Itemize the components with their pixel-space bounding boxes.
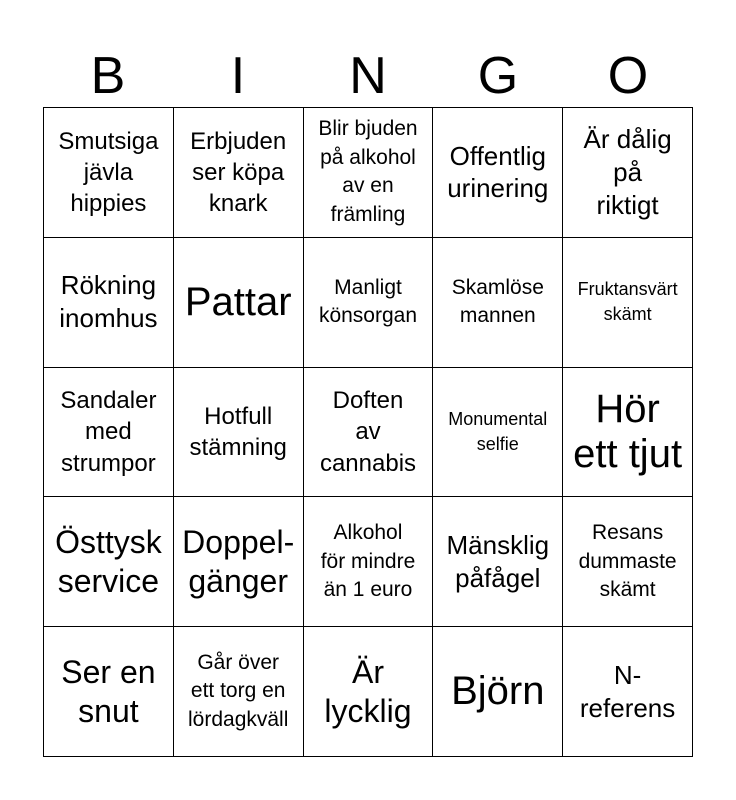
bingo-cell[interactable] (174, 627, 304, 757)
bingo-cell[interactable] (433, 368, 563, 498)
bingo-cell[interactable] (433, 627, 563, 757)
cell-text: Monumental selfie (448, 409, 548, 454)
cell-text: Går över ett torg en lördagkväll (188, 650, 289, 731)
cell-text: Blir bjuden på alkohol av en främling (318, 117, 418, 226)
cell-text: Östtysk service (55, 524, 162, 599)
bingo-cell[interactable] (44, 497, 174, 627)
cell-text: Björn (451, 669, 545, 714)
bingo-header (43, 44, 693, 108)
bingo-cell[interactable] (174, 108, 304, 238)
cell-text: Rökning inomhus (59, 270, 158, 334)
bingo-cell[interactable] (433, 238, 563, 368)
cell-text: Mänsklig påfågel (446, 530, 550, 593)
cell-text: Hör ett tjut (573, 387, 683, 476)
cell-text: Ser en snut (61, 654, 156, 729)
cell-text: Alkohol för mindre än 1 euro (320, 520, 416, 602)
bingo-cell[interactable] (304, 238, 434, 368)
cell-text: Offentlig urinering (447, 140, 549, 204)
bingo-cell[interactable] (44, 238, 174, 368)
bingo-cell[interactable] (433, 108, 563, 238)
cell-text: Sandaler med strumpor (60, 387, 157, 477)
cell-text: Hotfull stämning (189, 402, 287, 461)
bingo-cell[interactable] (563, 497, 693, 627)
bingo-cell[interactable] (563, 108, 693, 238)
header-letter-b: B (90, 47, 126, 105)
cell-text: Smutsiga jävla hippies (58, 127, 159, 217)
cell-text: Skamlöse mannen (451, 275, 544, 328)
bingo-cell[interactable] (304, 497, 434, 627)
cell-text: Erbjuden ser köpa knark (190, 127, 287, 217)
cell-text: Manligt könsorgan (318, 275, 418, 328)
bingo-cell[interactable] (174, 238, 304, 368)
bingo-cell[interactable] (563, 627, 693, 757)
cell-text: N- referens (579, 659, 676, 723)
bingo-cell[interactable] (174, 497, 304, 627)
bingo-cell[interactable] (304, 108, 434, 238)
bingo-cell[interactable] (304, 627, 434, 757)
bingo-board (43, 107, 693, 757)
cell-text: Doppel- gänger (182, 524, 295, 599)
bingo-cell[interactable] (563, 238, 693, 368)
cell-text: Pattar (184, 279, 292, 324)
cell-text: Är dålig på riktigt (583, 124, 672, 220)
cell-text: Doften av cannabis (319, 387, 417, 477)
bingo-cell[interactable] (44, 627, 174, 757)
bingo-cell[interactable] (304, 368, 434, 498)
header-letter-o: O (607, 47, 649, 105)
cell-text: Fruktansvärt skämt (577, 279, 678, 325)
header-letter-g: G (477, 47, 519, 105)
cell-text: Är lycklig (324, 654, 412, 729)
header-letter-n: N (349, 47, 387, 105)
bingo-cell[interactable] (563, 368, 693, 498)
bingo-cell[interactable] (174, 368, 304, 498)
bingo-cell[interactable] (44, 368, 174, 498)
cell-text: Resans dummaste skämt (578, 520, 677, 602)
bingo-cell[interactable] (433, 497, 563, 627)
header-letter-i: I (230, 47, 246, 105)
bingo-cell[interactable] (44, 108, 174, 238)
